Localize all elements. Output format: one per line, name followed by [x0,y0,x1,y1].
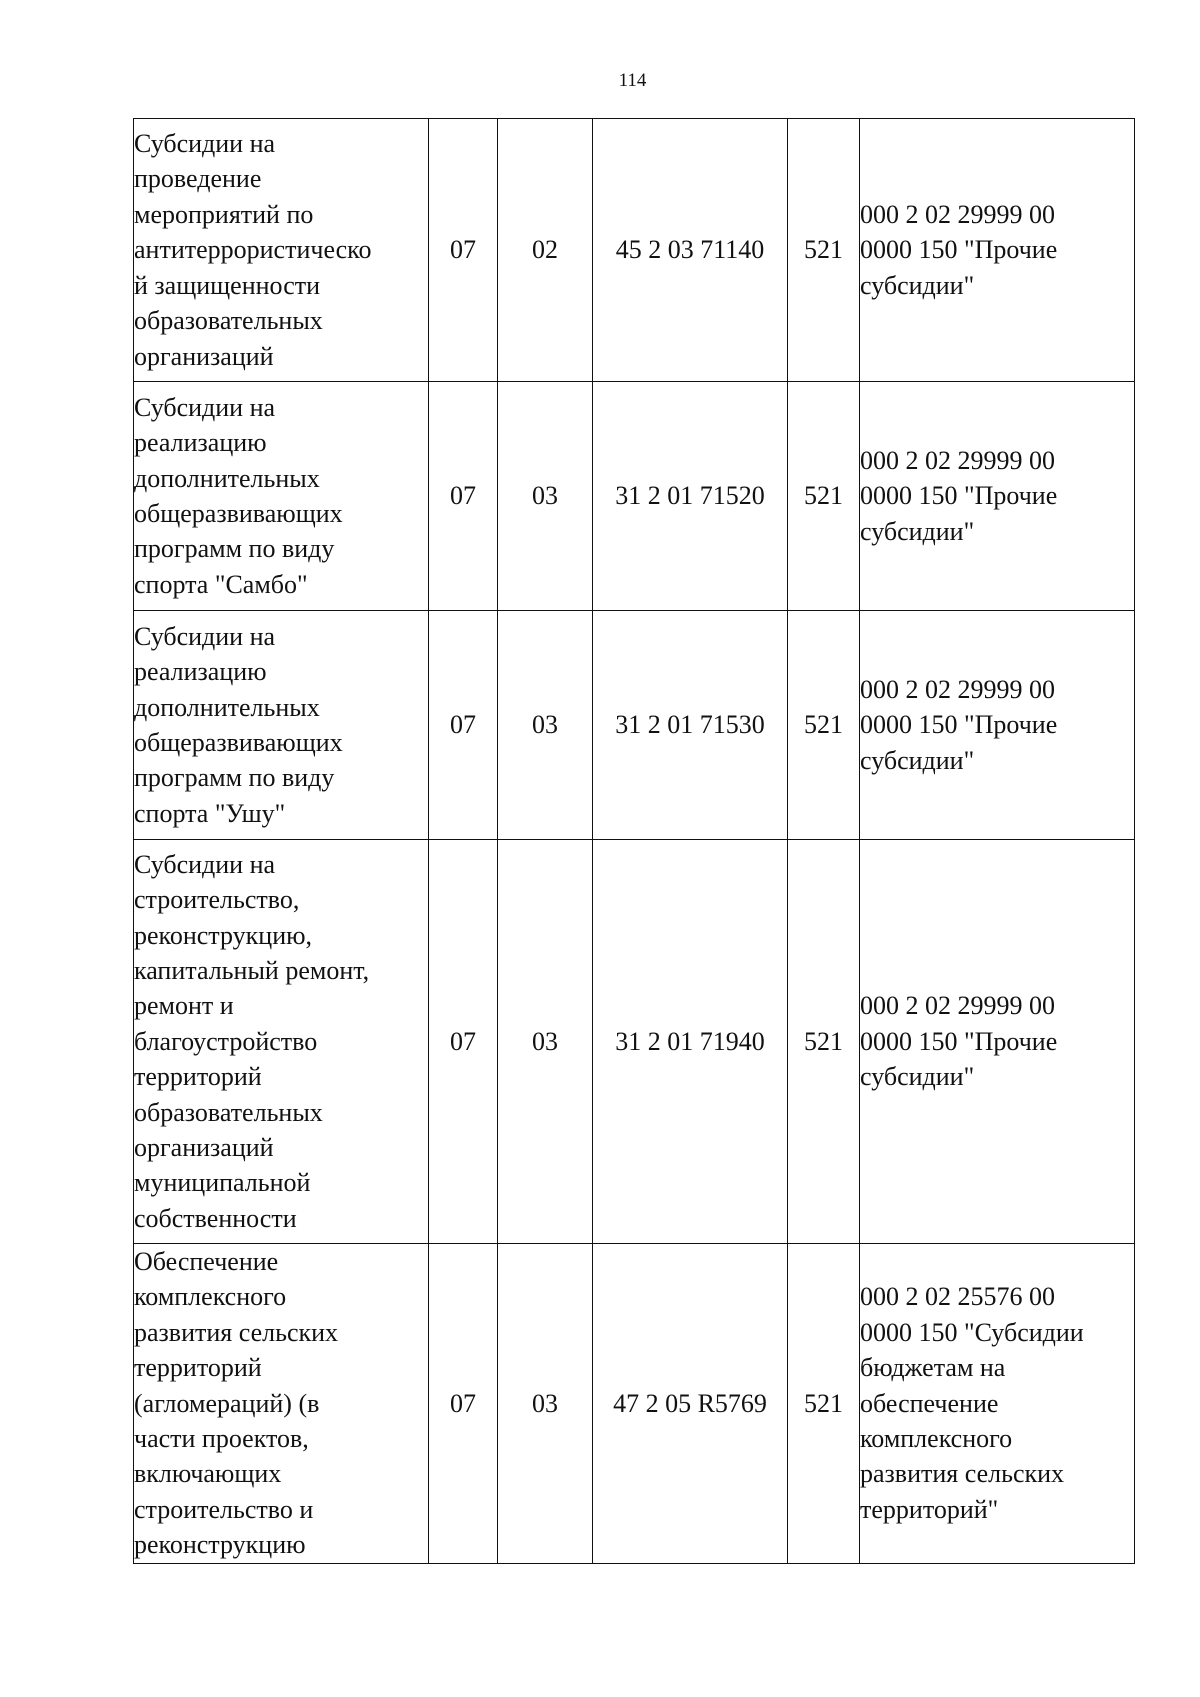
expense-type-cell: 521 [788,840,860,1244]
page-number: 114 [618,70,647,91]
row-name-cell [134,840,429,1244]
revenue-code-cell [860,611,1135,840]
revenue-code-cell [860,840,1135,1244]
table-row [134,840,1135,1244]
row-name: Обеспечение комплексного развития сельских территорий (агломераций) (в части проектов, включающих строительство и реконструкцию [134,1247,339,1560]
target-article-cell: 47 2 05 R5769 [593,1244,788,1564]
table-row [134,382,1135,611]
revenue-code: 000 2 02 29999 00 0000 150 "Прочие субсидии" [860,991,1058,1092]
section-cell: 07 [429,611,498,840]
expense-type-cell: 521 [788,611,860,840]
row-name-cell [134,1244,429,1564]
subsection-cell: 02 [498,119,593,382]
table-row [134,611,1135,840]
revenue-code: 000 2 02 29999 00 0000 150 "Прочие субсидии" [860,445,1058,546]
subsection-cell: 03 [498,611,593,840]
target-article-cell: 31 2 01 71520 [593,382,788,611]
section-cell: 07 [429,119,498,382]
section-cell: 07 [429,1244,498,1564]
row-name: Субсидии на строительство, реконструкцию, капитальный ремонт, ремонт и благоустройство территорий образовательных организаций муниципальной собственности [134,849,370,1233]
row-name: Субсидии на проведение мероприятий по антитеррористическо й защищенности образовательных организаций [134,129,372,371]
revenue-code: 000 2 02 29999 00 0000 150 "Прочие субсидии" [860,199,1058,300]
revenue-code: 000 2 02 25576 00 0000 150 "Субсидии бюджетам на обеспечение комплексного развития сельских территорий" [860,1282,1084,1524]
subsection-cell: 03 [498,1244,593,1564]
expense-type-cell: 521 [788,382,860,611]
row-name-cell [134,382,429,611]
subsection-cell: 03 [498,840,593,1244]
target-article-cell: 31 2 01 71940 [593,840,788,1244]
section-cell: 07 [429,840,498,1244]
section-cell: 07 [429,382,498,611]
row-name: Субсидии на реализацию дополнительных общеразвивающих программ по виду спорта "Ушу" [134,621,343,828]
expense-type-cell: 521 [788,119,860,382]
target-article-cell: 31 2 01 71530 [593,611,788,840]
row-name-cell [134,119,429,382]
row-name: Субсидии на реализацию дополнительных общеразвивающих программ по виду спорта "Самбо" [134,392,343,599]
table-row [134,1244,1135,1564]
revenue-code: 000 2 02 29999 00 0000 150 "Прочие субсидии" [860,674,1058,775]
target-article-cell: 45 2 03 71140 [593,119,788,382]
table-row [134,119,1135,382]
revenue-code-cell [860,382,1135,611]
row-name-cell [134,611,429,840]
expense-type-cell: 521 [788,1244,860,1564]
revenue-code-cell [860,119,1135,382]
subsection-cell: 03 [498,382,593,611]
revenue-code-cell [860,1244,1135,1564]
budget-table [133,118,1135,1564]
